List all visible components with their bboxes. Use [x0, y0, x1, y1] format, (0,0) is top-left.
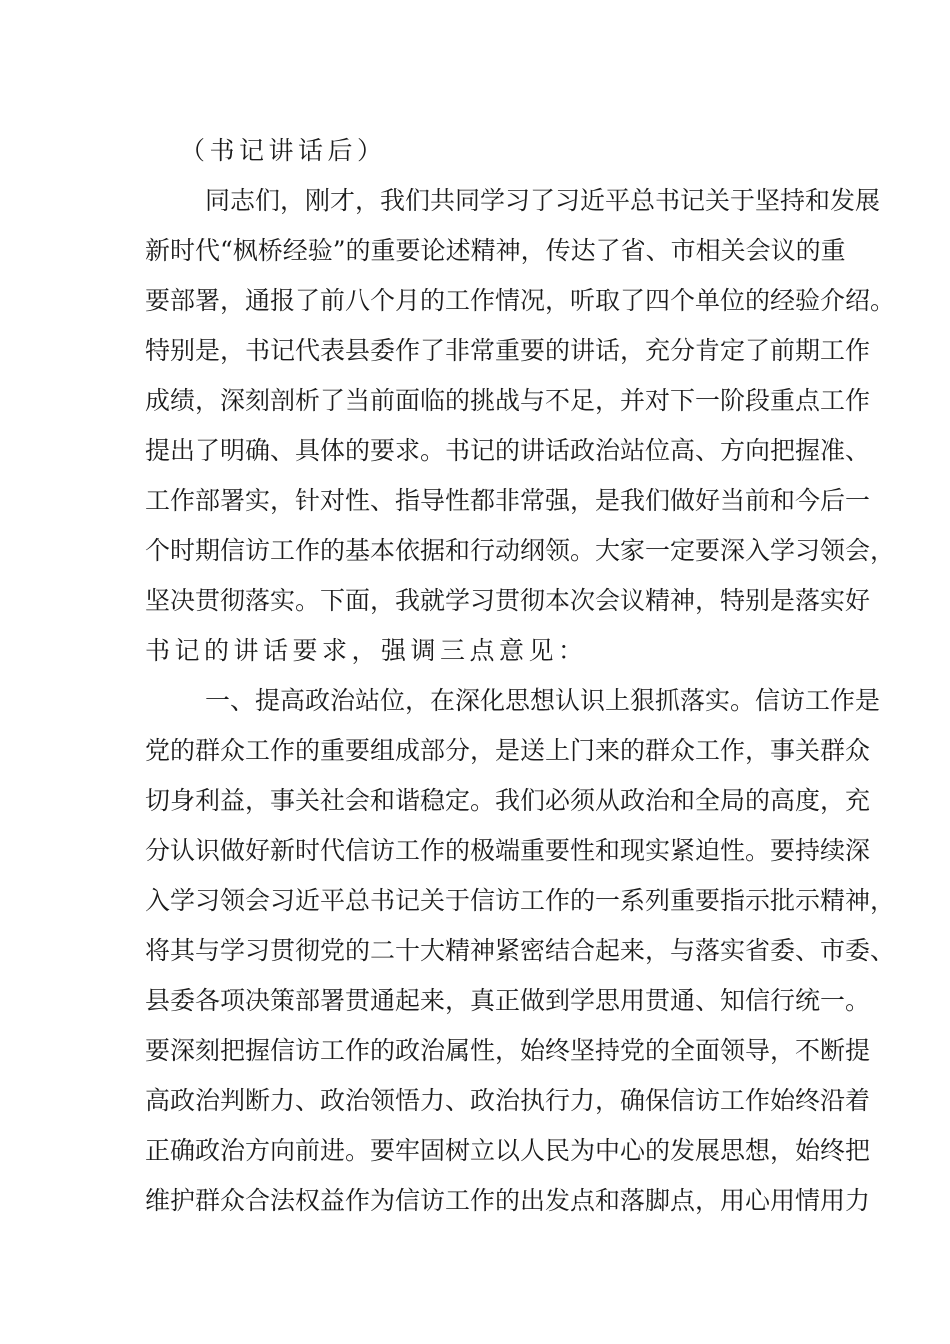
paragraph-line: 个时期信访工作的基本依据和行动纲领。大家一定要深入学习领会， [145, 536, 896, 565]
section-heading-line: 一、提高政治站位，在深化思想认识上狠抓落实。信访工作是 [205, 686, 881, 715]
paragraph-line: 坚决贯彻落实。下面，我就学习贯彻本次会议精神，特别是落实好 [145, 586, 871, 615]
section-note: （书记讲话后） [180, 136, 387, 165]
paragraph-line: 县委各项决策部署贯通起来，真正做到学思用贯通、知信行统一。 [145, 986, 871, 1015]
paragraph-line: 特别是，书记代表县委作了非常重要的讲话，充分肯定了前期工作 [145, 336, 871, 365]
paragraph-line: 提出了明确、具体的要求。书记的讲话政治站位高、方向把握准、 [145, 436, 871, 465]
paragraph-line: 工作部署实，针对性、指导性都非常强，是我们做好当前和今后一 [145, 486, 871, 515]
paragraph-line: 维护群众合法权益作为信访工作的出发点和落脚点，用心用情用力 [145, 1186, 871, 1215]
paragraph-line: 成绩，深刻剖析了当前面临的挑战与不足，并对下一阶段重点工作 [145, 386, 871, 415]
paragraph-line: 高政治判断力、政治领悟力、政治执行力，确保信访工作始终沿着 [145, 1086, 871, 1115]
paragraph-line: 将其与学习贯彻党的二十大精神紧密结合起来，与落实省委、市委、 [145, 936, 896, 965]
paragraph-line: 正确政治方向前进。要牢固树立以人民为中心的发展思想，始终把 [145, 1136, 871, 1165]
paragraph-line: 切身利益，事关社会和谐稳定。我们必须从政治和全局的高度，充 [145, 786, 871, 815]
paragraph-line: 要部署，通报了前八个月的工作情况，听取了四个单位的经验介绍。 [145, 286, 896, 315]
paragraph-line: 同志们，刚才，我们共同学习了习近平总书记关于坚持和发展 [205, 186, 881, 215]
paragraph-line: 书记的讲话要求，强调三点意见： [145, 636, 588, 665]
paragraph-line: 分认识做好新时代信访工作的极端重要性和现实紧迫性。要持续深 [145, 836, 871, 865]
paragraph-line: 党的群众工作的重要组成部分，是送上门来的群众工作，事关群众 [145, 736, 871, 765]
paragraph-line: 要深刻把握信访工作的政治属性，始终坚持党的全面领导，不断提 [145, 1036, 871, 1065]
paragraph-line: 新时代“枫桥经验”的重要论述精神，传达了省、市相关会议的重 [145, 236, 846, 265]
paragraph-line: 入学习领会习近平总书记关于信访工作的一系列重要指示批示精神， [145, 886, 896, 915]
